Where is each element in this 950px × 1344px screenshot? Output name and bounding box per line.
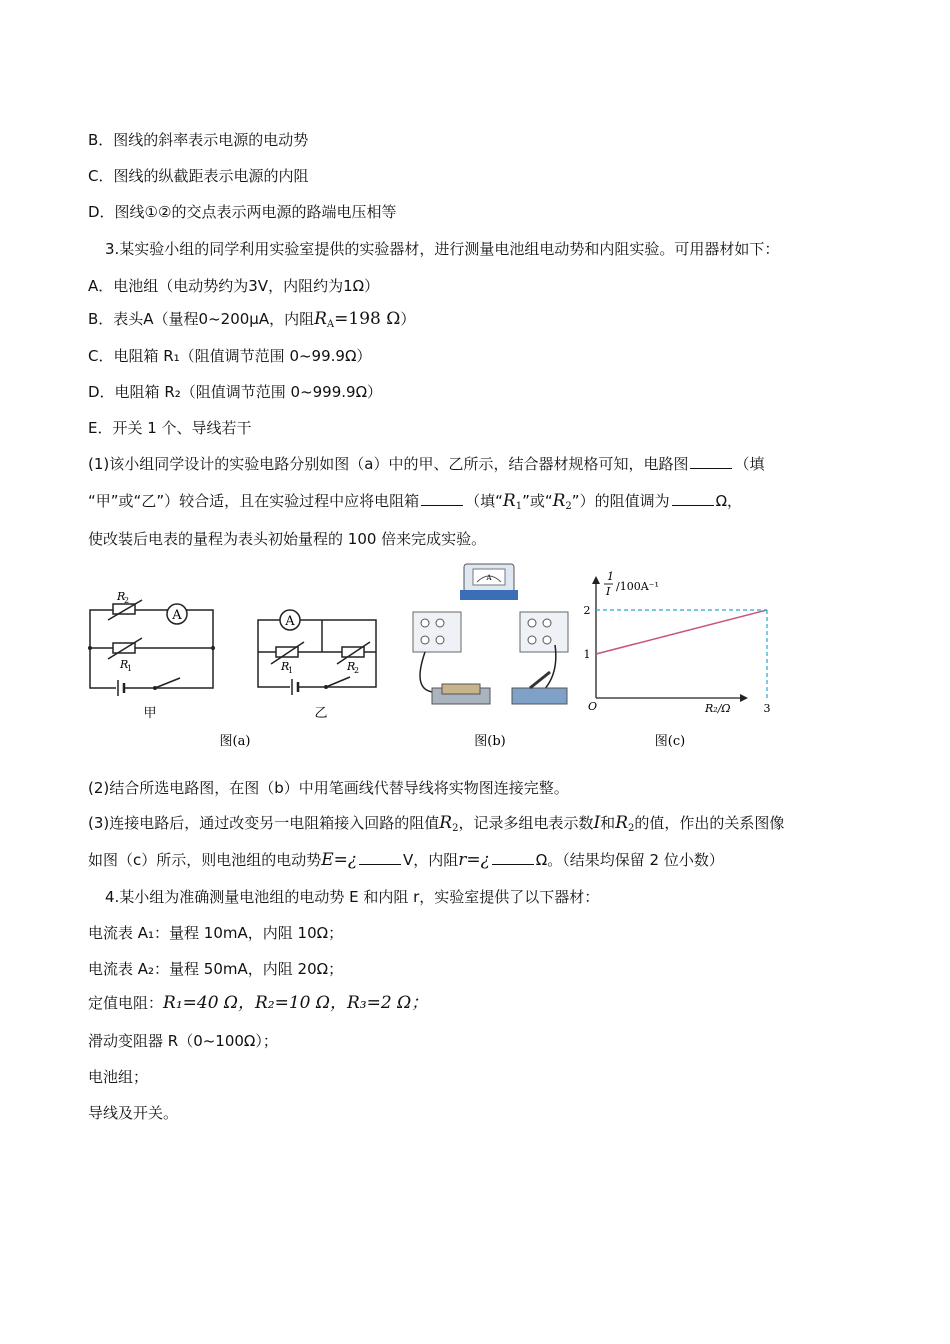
item-e3: E．开关 1 个、导线若干: [88, 419, 252, 437]
svg-text:2: 2: [124, 596, 130, 605]
svg-text:1: 1: [288, 666, 294, 675]
part-1-line-c: 使改装后电表的量程为表头初始量程的 100 倍来完成实验。: [88, 530, 487, 548]
switch-jia: [155, 678, 180, 688]
svg-text:甲: 甲: [143, 706, 157, 721]
svg-text:R: R: [347, 660, 356, 673]
part-1-line-b: “甲”或“乙”）较合适，且在实验过程中应将电阻箱 （填“$R_1$”或“$R_2$”）的阻值调为 Ω，: [88, 491, 743, 512]
answer-blank-emf[interactable]: [359, 850, 401, 865]
svg-text:图(b): 图(b): [474, 734, 506, 749]
svg-text:A: A: [172, 608, 182, 623]
tick-label-y2: 2: [583, 604, 591, 617]
option-b: B．图线的斜率表示电源的电动势: [88, 131, 309, 149]
tick-label-y1: 1: [583, 648, 591, 661]
answer-blank-resistance[interactable]: [492, 850, 534, 865]
svg-text:R: R: [120, 658, 129, 671]
svg-text:A: A: [285, 614, 295, 629]
answer-blank-resistor[interactable]: [421, 491, 463, 506]
svg-text:2: 2: [354, 666, 360, 675]
svg-text:图(c): 图(c): [654, 734, 686, 749]
answer-blank-value[interactable]: [672, 491, 714, 506]
svg-text:A: A: [486, 574, 492, 582]
item-c4: 定值电阻：R₁=40 Ω，R₂=10 Ω，R₃=2 Ω；: [88, 993, 429, 1013]
item-d3: D．电阻箱 R₂（阻值调节范围 0~999.9Ω）: [88, 383, 383, 401]
graph-c: [584, 576, 771, 715]
part-2: (2)结合所选电路图，在图（b）中用笔画线代替导线将实物图连接完整。: [88, 779, 569, 797]
svg-text:图(a): 图(a): [219, 734, 251, 749]
data-line: [596, 610, 767, 654]
question-3: 3.某实验小组的同学利用实验室提供的实验器材，进行测量电池组电动势和内阻实验。可用器材如下：: [105, 240, 780, 258]
item-f4: 导线及开关。: [88, 1104, 179, 1122]
part-3-line-a: (3)连接电路后，通过改变另一电阻箱接入回路的阻值$R_2$，记录多组电表示数I和$R_2$的值，作出的关系图像: [88, 813, 785, 834]
svg-text:1: 1: [607, 570, 614, 583]
question-4: 4.某小组为准确测量电池组的电动势 E 和内阻 r，实验室提供了以下器材：: [105, 888, 600, 906]
svg-text:/100A⁻¹: /100A⁻¹: [616, 580, 659, 593]
option-c: C．图线的纵截距表示电源的内阻: [88, 167, 309, 185]
tick-label-x3: 3: [763, 702, 771, 715]
svg-text:R₂/Ω: R₂/Ω: [705, 702, 731, 715]
item-b3: B．表头A（量程0~200μA，内阻$R_A=198$ Ω）: [88, 309, 416, 330]
svg-text:1: 1: [127, 664, 133, 673]
item-d4: 滑动变阻器 R（0~100Ω）；: [88, 1032, 278, 1050]
part-1-line-a: (1)该小组同学设计的实验电路分别如图（a）中的甲、乙所示，结合器材规格可知，电路图 （填: [88, 455, 765, 473]
item-e4: 电池组；: [88, 1068, 149, 1086]
figure-circuits: [80, 560, 771, 755]
item-a3: A．电池组（电动势约为3V，内阻约为1Ω）: [88, 277, 380, 295]
option-d: D．图线①②的交点表示两电源的路端电压相等: [88, 203, 397, 221]
item-a4: 电流表 A₁：量程 10mA，内阻 10Ω；: [88, 924, 344, 942]
svg-text:I: I: [606, 585, 611, 598]
part-3-line-b: 如图（c）所示，则电池组的电动势E=¿ V，内阻r=¿ Ω。（结果均保留 2 位小数）: [88, 850, 724, 870]
physical-diagram: [413, 564, 568, 704]
svg-text:R: R: [117, 590, 126, 603]
answer-blank-circuit[interactable]: [690, 454, 732, 469]
svg-text:O: O: [588, 700, 598, 713]
item-c3: C．电阻箱 R₁（阻值调节范围 0~99.9Ω）: [88, 347, 372, 365]
svg-text:R: R: [281, 660, 290, 673]
item-b4: 电流表 A₂：量程 50mA，内阻 20Ω；: [88, 960, 344, 978]
svg-text:乙: 乙: [314, 706, 328, 721]
